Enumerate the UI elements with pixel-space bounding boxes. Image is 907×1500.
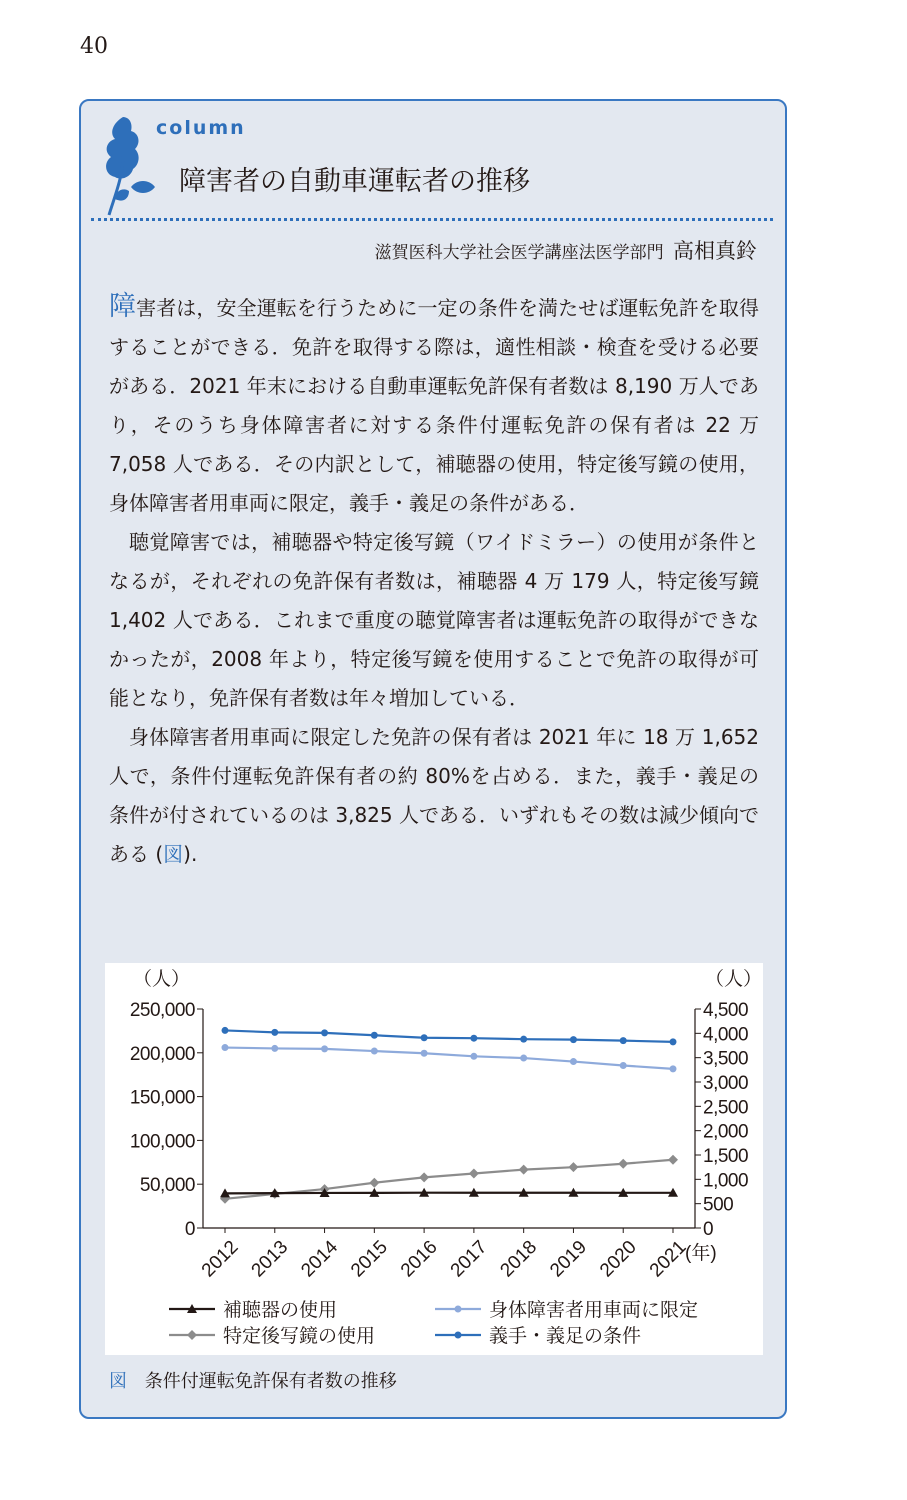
dropcap: 障 bbox=[109, 291, 137, 322]
column-title: 障害者の自動車運転者の推移 bbox=[179, 166, 530, 197]
series-4-point bbox=[470, 1035, 477, 1042]
paragraph-3-text: 身体障害者用車両に限定した免許の保有者は 2021 年に 18 万 1,652 人で，条件付運転免許保有者の約 80%を占める．また，義手・義足の条件が付されているのは 3,825 人である．いずれもその数は減少傾向である ( bbox=[109, 725, 759, 866]
series-2-point bbox=[670, 1065, 677, 1072]
x-tick-label: 2020 bbox=[596, 1236, 641, 1282]
x-tick-label: 2012 bbox=[197, 1236, 243, 1282]
series-4-point bbox=[271, 1029, 278, 1036]
series-2-point bbox=[470, 1053, 477, 1060]
right-tick-label: 0 bbox=[703, 1219, 714, 1240]
column-box bbox=[79, 99, 787, 1419]
series-2-point bbox=[620, 1062, 627, 1069]
series-3-point bbox=[519, 1165, 529, 1175]
series-4-point bbox=[371, 1032, 378, 1039]
legend-swatch-marker bbox=[187, 1330, 197, 1340]
x-axis-unit: (年) bbox=[685, 1243, 717, 1264]
series-4-point bbox=[321, 1029, 328, 1036]
caption-text: 条件付運転免許保有者数の推移 bbox=[144, 1371, 397, 1392]
series-3-point bbox=[369, 1178, 379, 1188]
series-4-point bbox=[620, 1037, 627, 1044]
series-3-point bbox=[568, 1162, 578, 1172]
right-tick-label: 2,500 bbox=[703, 1097, 749, 1119]
series-2-point bbox=[421, 1050, 428, 1057]
series-2-point bbox=[222, 1044, 229, 1051]
figure-reference-link[interactable]: 図 bbox=[163, 842, 184, 866]
right-tick-label: 1,000 bbox=[703, 1170, 749, 1192]
series-3-point bbox=[469, 1168, 479, 1178]
column-label: column bbox=[156, 117, 246, 139]
left-tick-label: 200,000 bbox=[129, 1043, 195, 1065]
page-number: 40 bbox=[80, 34, 108, 59]
body-text bbox=[109, 287, 759, 874]
dotted-divider bbox=[91, 218, 773, 221]
right-tick-label: 500 bbox=[703, 1194, 734, 1216]
paragraph-1-text: 害者は，安全運転を行うために一定の条件を満たせば運転免許を取得することができる．免許を取得する際は，適性相談・検査を受ける必要がある．2021 年末における自動車運転免許保有者数は 8,190 万人であり，そのうち身体障害者に対する条件付運転免許の保有者は 22 万 7,058 人である．その内訳として，補聴器の使用，特定後写鏡の使用，身体障害者用車両に限定，義手・義足の条件がある． bbox=[109, 296, 760, 515]
series-4-point bbox=[421, 1034, 428, 1041]
figure-caption bbox=[109, 1367, 397, 1393]
right-tick-label: 2,000 bbox=[703, 1121, 749, 1143]
left-tick-label: 150,000 bbox=[129, 1087, 195, 1109]
legend-label: 補聴器の使用 bbox=[223, 1300, 338, 1321]
right-tick-label: 4,500 bbox=[703, 1000, 749, 1021]
leaf-icon bbox=[101, 115, 161, 217]
author-line bbox=[375, 235, 757, 265]
legend-swatch-marker bbox=[455, 1332, 462, 1339]
paragraph-2: 聴覚障害では，補聴器や特定後写鏡（ワイドミラー）の使用が条件となるが，それぞれの免許保有者数は，補聴器 4 万 179 人，特定後写鏡 1,402 人である．これまで重度の聴覚障害者は運転免許の取得ができなかったが，2008 年より，特定後写鏡を使用することで免許の取得が可能となり，免許保有者数は年々増加している． bbox=[109, 530, 759, 710]
series-3-point bbox=[668, 1155, 678, 1165]
line-chart bbox=[105, 963, 763, 1355]
paragraph-3 bbox=[109, 718, 759, 874]
series-3-point bbox=[419, 1172, 429, 1182]
legend-label: 特定後写鏡の使用 bbox=[223, 1326, 376, 1347]
x-tick-label: 2015 bbox=[347, 1236, 392, 1282]
series-4-point bbox=[222, 1027, 229, 1034]
right-tick-label: 1,500 bbox=[703, 1146, 749, 1167]
paragraph-1 bbox=[109, 287, 759, 523]
x-tick-label: 2017 bbox=[446, 1236, 492, 1282]
series-2-point bbox=[271, 1045, 278, 1052]
series-2-point bbox=[371, 1048, 378, 1055]
right-axis-unit: （人） bbox=[705, 969, 763, 990]
right-tick-label: 3,000 bbox=[703, 1073, 749, 1094]
series-1-line bbox=[225, 1193, 673, 1194]
left-axis-unit: （人） bbox=[133, 969, 191, 990]
series-4-point bbox=[570, 1036, 577, 1043]
series-4-point bbox=[520, 1036, 527, 1043]
x-tick-label: 2021 bbox=[645, 1236, 691, 1282]
legend-label: 義手・義足の条件 bbox=[489, 1326, 642, 1347]
right-tick-label: 3,500 bbox=[703, 1048, 749, 1070]
legend-label: 身体障害者用車両に限定 bbox=[489, 1300, 699, 1321]
series-2-point bbox=[570, 1058, 577, 1065]
caption-label: 図 bbox=[109, 1371, 127, 1392]
x-tick-label: 2013 bbox=[247, 1236, 293, 1282]
series-4-line bbox=[225, 1030, 673, 1041]
x-tick-label: 2018 bbox=[496, 1236, 542, 1282]
chart-panel bbox=[105, 963, 763, 1355]
left-tick-label: 250,000 bbox=[129, 1000, 195, 1021]
series-2-point bbox=[321, 1045, 328, 1052]
series-3-point bbox=[618, 1159, 628, 1169]
author-affiliation: 滋賀医科大学社会医学講座法医学部門 bbox=[374, 243, 664, 263]
x-tick-label: 2016 bbox=[396, 1236, 442, 1282]
paragraph-3-end: ). bbox=[183, 842, 198, 866]
left-tick-label: 100,000 bbox=[129, 1131, 195, 1153]
series-2-line bbox=[225, 1048, 673, 1069]
x-tick-label: 2014 bbox=[297, 1236, 343, 1282]
author-name: 高相真鈴 bbox=[673, 239, 757, 263]
left-tick-label: 0 bbox=[184, 1219, 195, 1240]
series-4-point bbox=[670, 1038, 677, 1045]
x-tick-label: 2019 bbox=[546, 1236, 591, 1282]
right-tick-label: 4,000 bbox=[703, 1024, 749, 1046]
legend-swatch-marker bbox=[455, 1306, 462, 1313]
left-tick-label: 50,000 bbox=[139, 1175, 195, 1197]
series-2-point bbox=[520, 1055, 527, 1062]
